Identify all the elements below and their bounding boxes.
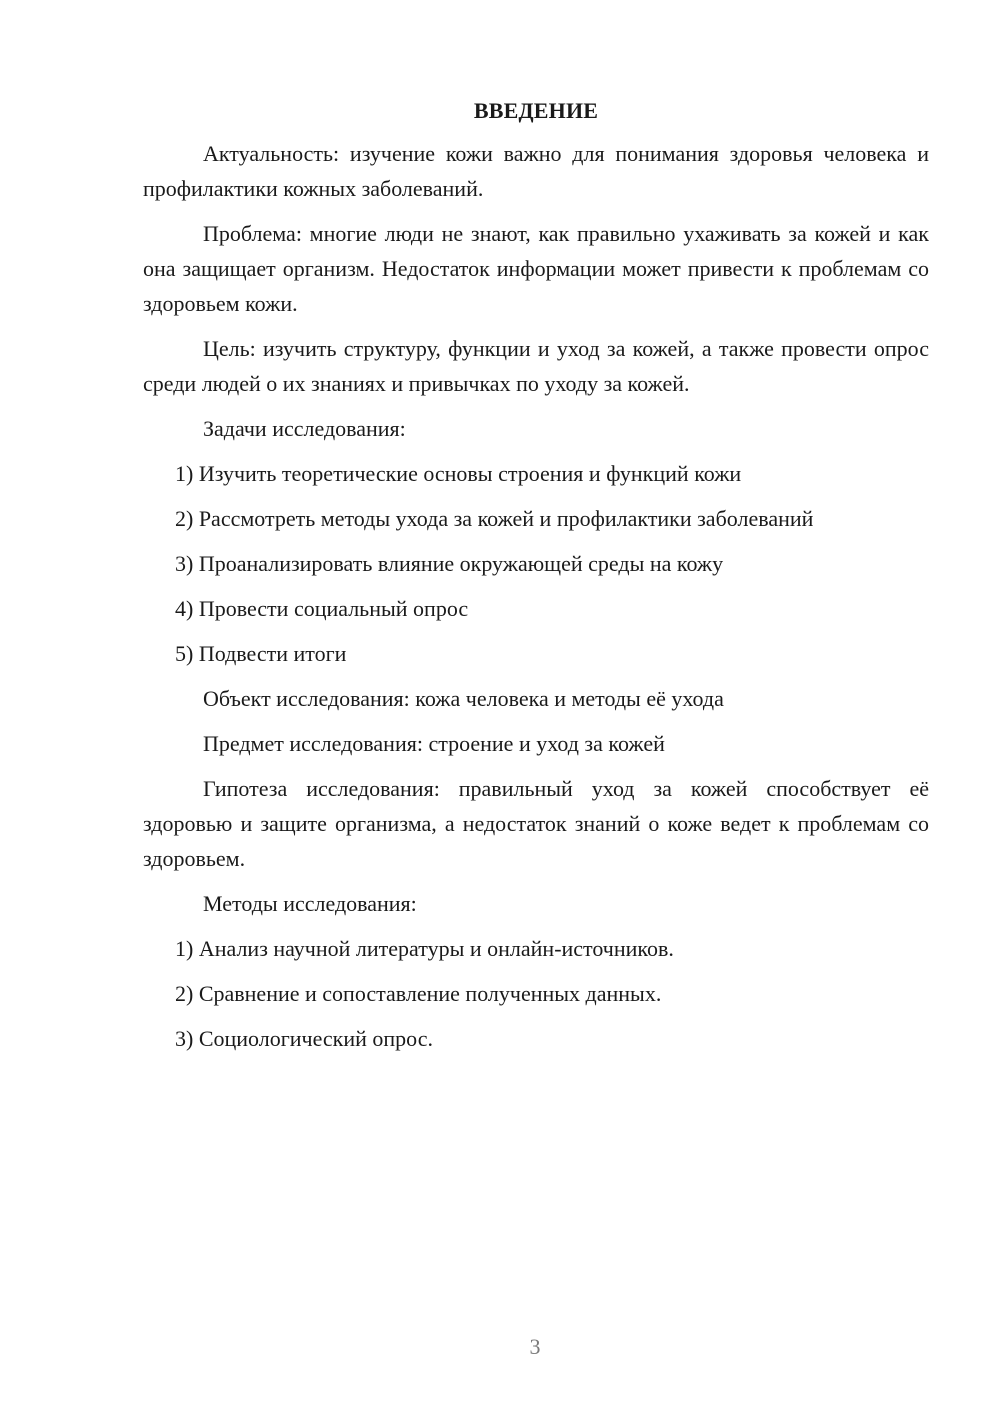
task-item: 1) Изучить теоретические основы строения и функций кожи [175,461,742,486]
method-item: 1) Анализ научной литературы и онлайн-источников. [175,936,674,961]
goal-paragraph: Цель: изучить структуру, функции и уход за кожей, а также провести опрос среди людей о их знаниях и привычках по уходу за кожей. [143,336,929,396]
hypothesis-paragraph: Гипотеза исследования: правильный уход за кожей способствует её здоровью и защите организма, а недостаток знаний о коже ведет к проблемам со здоровьем. [143,776,929,871]
method-item: 3) Социологический опрос. [175,1026,433,1051]
methods-list [143,931,929,1056]
methods-label: Методы исследования: [203,891,417,916]
research-object: Объект исследования: кожа человека и методы её ухода [203,686,724,711]
section-heading: ВВЕДЕНИЕ [473,98,599,123]
task-item: 4) Провести социальный опрос [175,596,469,621]
task-item: 5) Подвести итоги [175,641,347,666]
tasks-label: Задачи исследования: [203,416,406,441]
research-subject: Предмет исследования: строение и уход за кожей [203,731,665,756]
task-item: 3) Проанализировать влияние окружающей среды на кожу [175,551,724,576]
task-item: 2) Рассмотреть методы ухода за кожей и профилактики заболеваний [175,506,814,531]
method-item: 2) Сравнение и сопоставление полученных данных. [175,981,662,1006]
problem-paragraph: Проблема: многие люди не знают, как правильно ухаживать за кожей и как она защищает организм. Недостаток информации может привести к проблемам со здоровьем кожи. [143,221,929,316]
page-number: 3 [529,1334,541,1359]
relevance-paragraph: Актуальность: изучение кожи важно для понимания здоровья человека и профилактики кожных заболеваний. [143,141,929,201]
tasks-list [143,456,929,671]
page-content [143,96,929,1066]
